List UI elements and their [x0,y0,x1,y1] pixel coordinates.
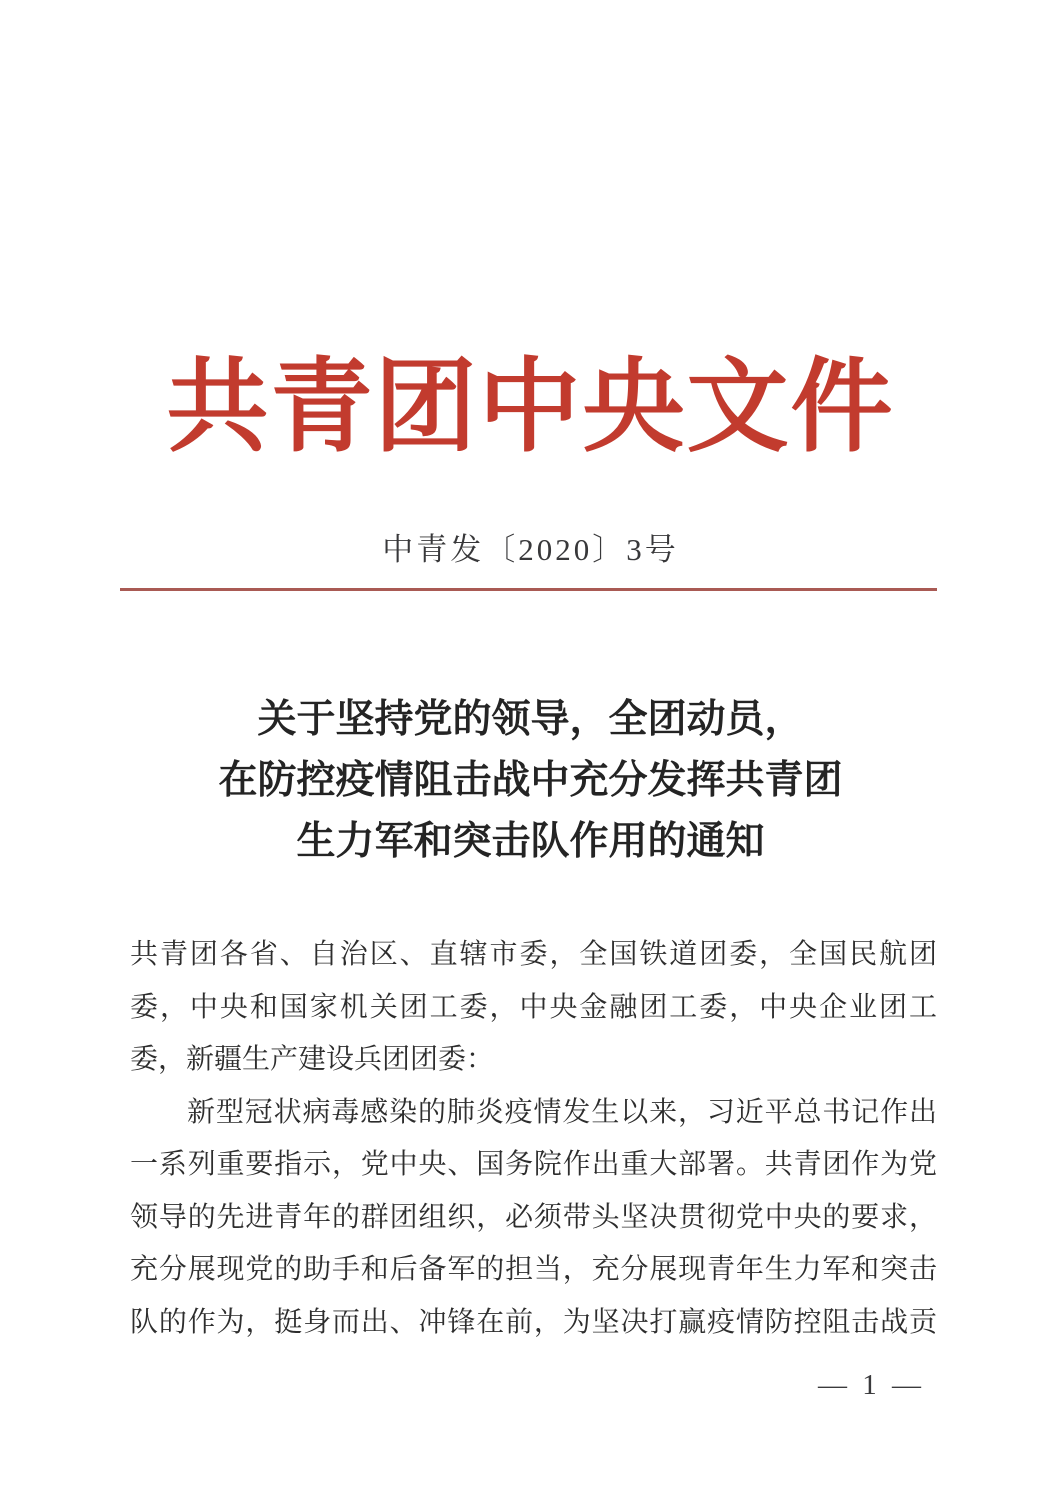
document-number: 中青发〔2020〕3号 [382,532,679,567]
notice-title-line-3: 生力军和突击队作用的通知 [296,820,765,863]
notice-title-line-2: 在防控疫情阻击战中充分发挥共青团 [218,759,843,802]
document-body [130,929,937,1349]
paragraph-line-4: 充分展现党的助手和后备军的担当，充分展现青年生力军和突击 [130,1254,937,1285]
salutation-line-3: 委，新疆生产建设兵团团委： [130,1044,495,1075]
salutation-line-2: 委，中央和国家机关团工委，中央金融团工委，中央企业团工 [130,991,937,1023]
salutation-line-1: 共青团各省、自治区、直辖市委，全国铁道团委，全国民航团 [130,939,937,970]
red-separator-line [120,588,937,591]
paragraph-line-2: 一系列重要指示，党中央、国务院作出重大部署。共青团作为党 [130,1149,937,1180]
paragraph-line-5: 队的作为，挺身而出、冲锋在前，为坚决打赢疫情防控阻击战贡 [130,1306,937,1338]
page-number: — 1 — [818,1369,925,1401]
letterhead-title: 共青团中央文件 [166,352,895,465]
notice-title-line-1: 关于坚持党的领导，全团动员， [257,698,804,741]
paragraph-line-3: 领导的先进青年的群团组织，必须带头坚决贯彻党中央的要求， [130,1201,937,1233]
paragraph-line-1: 新型冠状病毒感染的肺炎疫情发生以来，习近平总书记作出 [187,1096,937,1128]
notice-title [0,689,1061,872]
